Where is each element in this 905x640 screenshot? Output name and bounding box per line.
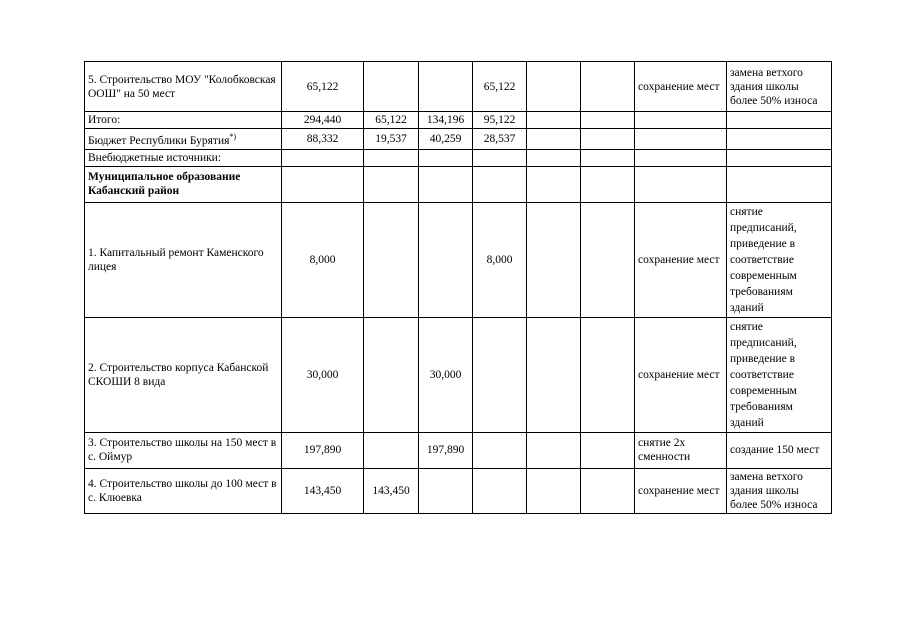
program-table (84, 61, 832, 514)
col6-cell (527, 432, 581, 468)
year1-cell (364, 166, 419, 202)
year3-cell (473, 149, 527, 166)
year3-cell (473, 468, 527, 513)
year1-cell: 19,537 (364, 129, 419, 150)
col7-cell (581, 112, 635, 129)
total-cell: 294,440 (282, 112, 364, 129)
col7-cell (581, 149, 635, 166)
result-cell: снятие 2х сменности (635, 432, 727, 468)
result-cell: сохранение мест (635, 317, 727, 432)
total-cell (282, 149, 364, 166)
note-cell: снятие предписаний, приведение в соответствие современным требованиям зданий (727, 317, 832, 432)
note-cell (727, 149, 832, 166)
total-cell: 65,122 (282, 62, 364, 112)
col7-cell (581, 432, 635, 468)
note-cell (727, 112, 832, 129)
result-cell: сохранение мест (635, 62, 727, 112)
note-cell: замена ветхого здания школы более 50% износа (727, 468, 832, 513)
col7-cell (581, 62, 635, 112)
table-row (85, 129, 832, 150)
name-cell: 2. Строительство корпуса Кабанской СКОШИ 8 вида (85, 317, 282, 432)
col7-cell (581, 166, 635, 202)
col6-cell (527, 202, 581, 317)
year3-cell: 65,122 (473, 62, 527, 112)
year3-cell (473, 317, 527, 432)
total-cell: 8,000 (282, 202, 364, 317)
note-cell: замена ветхого здания школы более 50% износа (727, 62, 832, 112)
name-text: Бюджет Республики Бурятия (88, 134, 230, 147)
year3-cell (473, 166, 527, 202)
result-cell (635, 166, 727, 202)
name-cell: 1. Капитальный ремонт Каменского лицея (85, 202, 282, 317)
year1-cell (364, 62, 419, 112)
table-row (85, 149, 832, 166)
col7-cell (581, 317, 635, 432)
year2-cell (419, 166, 473, 202)
col6-cell (527, 129, 581, 150)
year2-cell: 30,000 (419, 317, 473, 432)
col7-cell (581, 129, 635, 150)
total-cell: 88,332 (282, 129, 364, 150)
result-cell (635, 149, 727, 166)
name-cell: Итого: (85, 112, 282, 129)
table-row (85, 112, 832, 129)
year2-cell (419, 62, 473, 112)
year1-cell: 143,450 (364, 468, 419, 513)
year3-cell (473, 432, 527, 468)
year3-cell: 95,122 (473, 112, 527, 129)
table-row (85, 62, 832, 112)
footnote-mark: *) (229, 132, 237, 141)
col6-cell (527, 317, 581, 432)
note-cell: создание 150 мест (727, 432, 832, 468)
year2-cell (419, 202, 473, 317)
year2-cell: 40,259 (419, 129, 473, 150)
table-row (85, 166, 832, 202)
year3-cell: 28,537 (473, 129, 527, 150)
note-cell (727, 129, 832, 150)
note-cell (727, 166, 832, 202)
year2-cell: 134,196 (419, 112, 473, 129)
year1-cell (364, 317, 419, 432)
total-cell: 30,000 (282, 317, 364, 432)
year3-cell: 8,000 (473, 202, 527, 317)
name-cell: Внебюджетные источники: (85, 149, 282, 166)
note-cell: снятие предписаний, приведение в соответствие современным требованиям зданий (727, 202, 832, 317)
section-header-cell: Муниципальное образование Кабанский район (85, 166, 282, 202)
col7-cell (581, 468, 635, 513)
year1-cell: 65,122 (364, 112, 419, 129)
table-row (85, 202, 832, 317)
col6-cell (527, 149, 581, 166)
year1-cell (364, 149, 419, 166)
table-row (85, 432, 832, 468)
col6-cell (527, 468, 581, 513)
total-cell: 197,890 (282, 432, 364, 468)
col6-cell (527, 166, 581, 202)
result-cell (635, 112, 727, 129)
year1-cell (364, 202, 419, 317)
name-cell: 5. Строительство МОУ "Колобковская ООШ" на 50 мест (85, 62, 282, 112)
name-cell (85, 129, 282, 150)
name-cell: 3. Строительство школы на 150 мест в с. Оймур (85, 432, 282, 468)
col7-cell (581, 202, 635, 317)
year2-cell (419, 149, 473, 166)
col6-cell (527, 62, 581, 112)
table-row (85, 468, 832, 513)
result-cell (635, 129, 727, 150)
result-cell: сохранение мест (635, 202, 727, 317)
result-cell: сохранение мест (635, 468, 727, 513)
col6-cell (527, 112, 581, 129)
table-row (85, 317, 832, 432)
year2-cell: 197,890 (419, 432, 473, 468)
total-cell: 143,450 (282, 468, 364, 513)
total-cell (282, 166, 364, 202)
name-cell: 4. Строительство школы до 100 мест в с. Клюевка (85, 468, 282, 513)
year2-cell (419, 468, 473, 513)
year1-cell (364, 432, 419, 468)
